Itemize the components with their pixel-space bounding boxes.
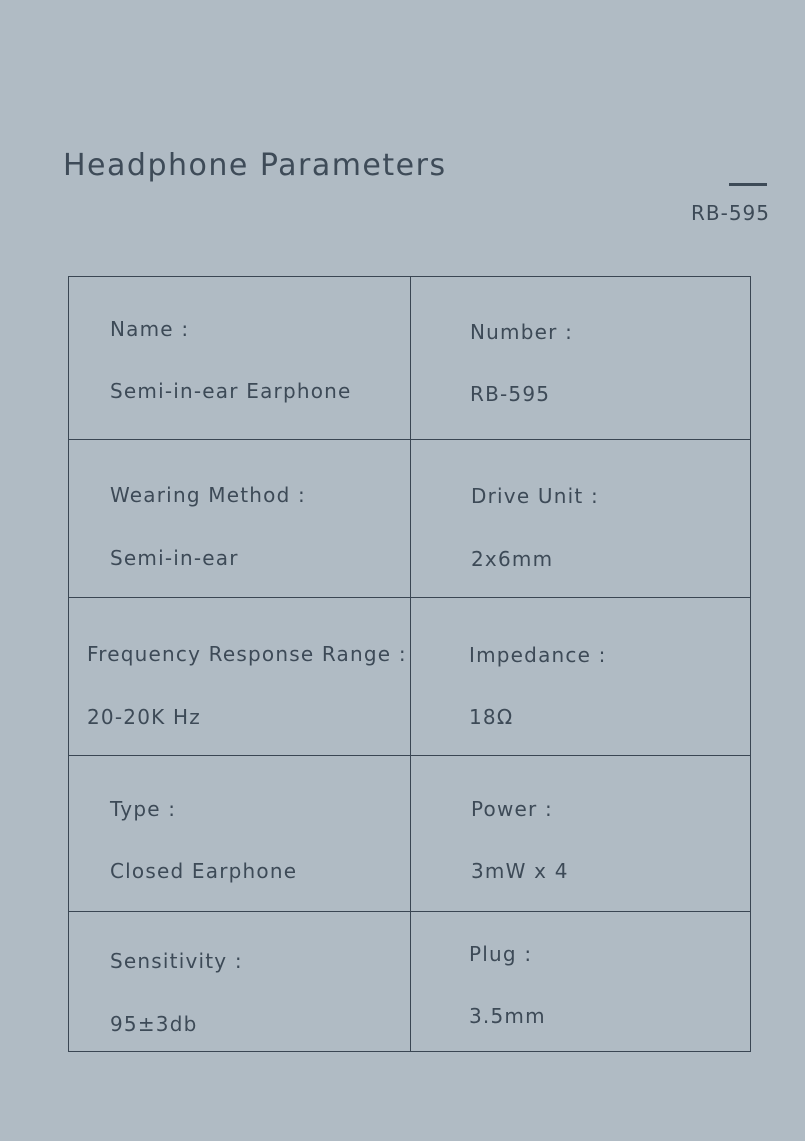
- spec-cell-impedance: [411, 598, 750, 755]
- spec-label: Sensitivity :: [110, 949, 243, 973]
- spec-cell-sensitivity: [69, 912, 411, 1051]
- spec-label: Plug :: [469, 942, 533, 966]
- spec-label: Impedance :: [469, 643, 607, 667]
- spec-cell-wearing-method: [69, 440, 411, 597]
- spec-value: Semi-in-ear Earphone: [110, 379, 352, 403]
- spec-value: 3.5mm: [469, 1004, 546, 1028]
- page-title: Headphone Parameters: [63, 148, 447, 183]
- spec-value: 3mW x 4: [471, 859, 569, 883]
- spec-label: Frequency Response Range :: [87, 642, 407, 666]
- spec-row-name: [69, 277, 750, 439]
- spec-value: 95±3db: [110, 1012, 198, 1036]
- spec-row-wearing: [69, 439, 750, 597]
- spec-row-sensitivity: [69, 911, 750, 1051]
- spec-cell-number: [411, 277, 750, 439]
- spec-label: Drive Unit :: [471, 484, 599, 508]
- spec-table: [68, 276, 751, 1052]
- spec-value: Semi-in-ear: [110, 546, 239, 570]
- spec-cell-plug: [411, 912, 750, 1051]
- spec-cell-drive-unit: [411, 440, 750, 597]
- spec-value: 2x6mm: [471, 547, 554, 571]
- spec-row-frequency: [69, 597, 750, 755]
- spec-value: RB-595: [470, 382, 551, 406]
- spec-value: 20-20K Hz: [87, 705, 201, 729]
- spec-cell-name: [69, 277, 411, 439]
- spec-label: Type :: [110, 797, 177, 821]
- spec-label: Name :: [110, 317, 190, 341]
- spec-cell-type: [69, 756, 411, 911]
- spec-row-type: [69, 755, 750, 911]
- spec-label: Wearing Method :: [110, 483, 306, 507]
- spec-value: 18Ω: [469, 705, 514, 729]
- spec-cell-frequency-response: [69, 598, 411, 755]
- spec-value: Closed Earphone: [110, 859, 298, 883]
- model-code: RB-595: [690, 201, 770, 225]
- model-divider: [729, 183, 767, 186]
- spec-label: Number :: [470, 320, 574, 344]
- spec-cell-power: [411, 756, 750, 911]
- spec-label: Power :: [471, 797, 553, 821]
